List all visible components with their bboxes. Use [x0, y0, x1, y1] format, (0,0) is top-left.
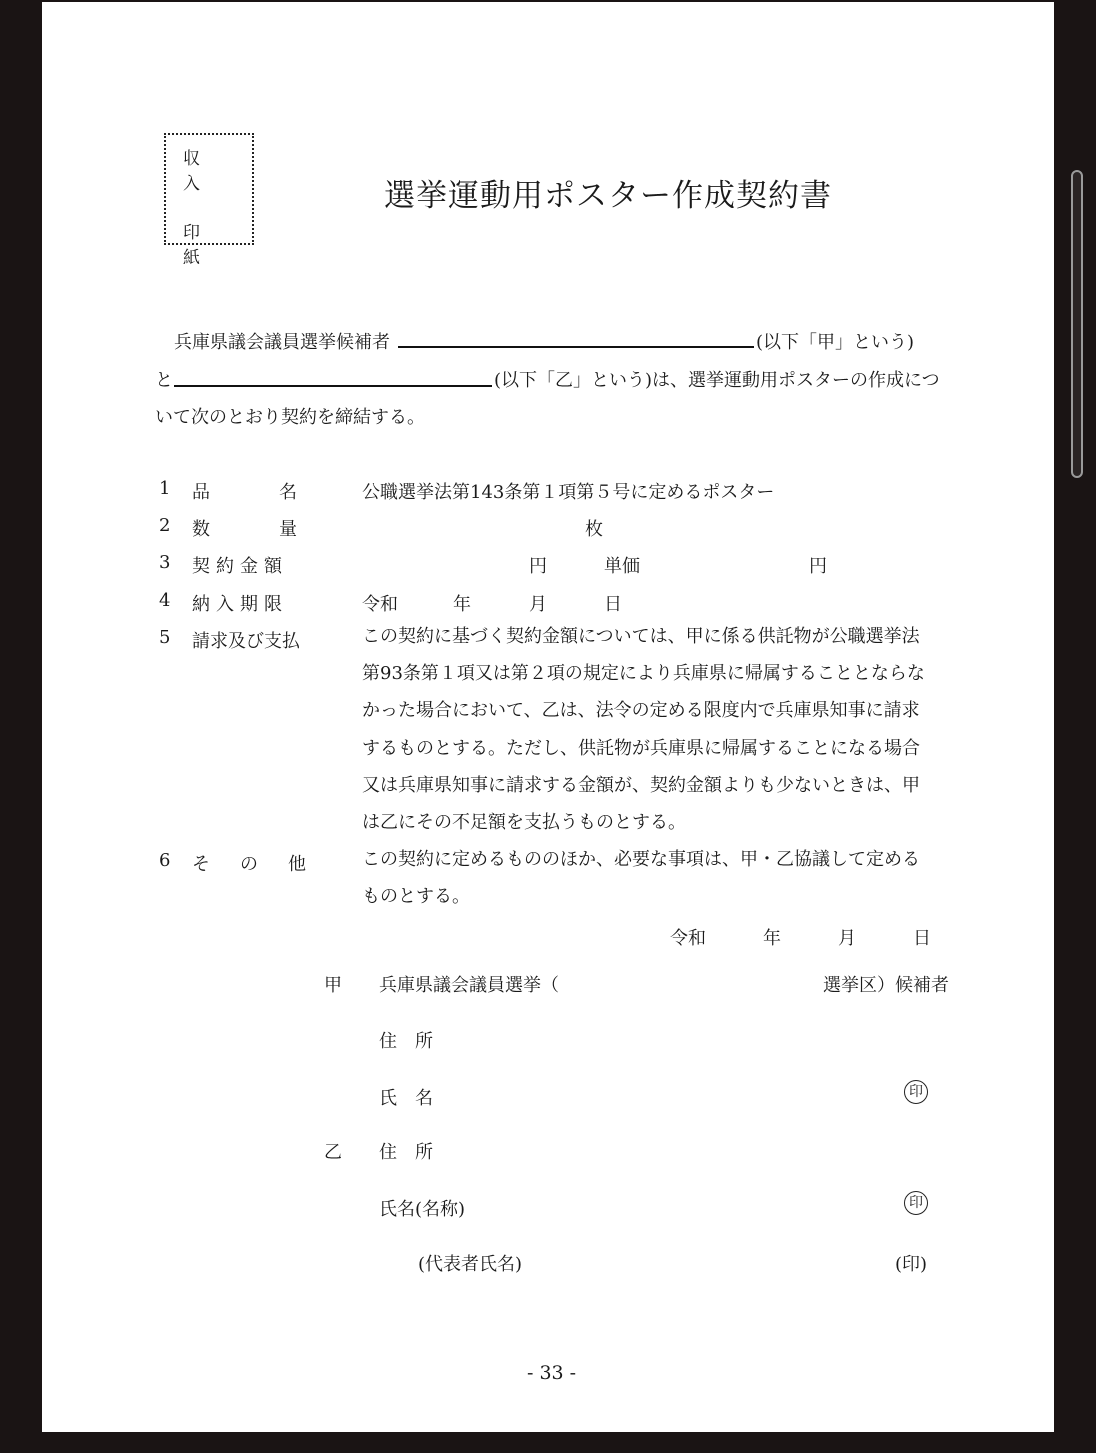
unit-price-label: 単価 — [604, 556, 640, 577]
item-label-billing: 請求及び支払 — [192, 631, 300, 652]
item-label-quantity: 数量 — [192, 519, 366, 540]
billing-line: 第93条第１項又は第２項の規定により兵庫県に帰属することとならな — [362, 663, 925, 685]
intro-line1-suffix: (以下「甲」という) — [756, 332, 915, 353]
item-number: 4 — [159, 590, 171, 611]
party-b-seal-mark: 印 — [904, 1191, 928, 1215]
billing-clause — [362, 618, 952, 841]
party-a-mark: 甲 — [324, 975, 342, 996]
page-number: - 33 - — [527, 1362, 577, 1384]
item-number: 2 — [159, 515, 171, 536]
party-a-election: 兵庫県議会議員選挙（ — [379, 975, 559, 996]
intro-line2-prefix: と — [155, 370, 173, 391]
vertical-scrollbar[interactable] — [1071, 170, 1083, 478]
party-b-name-label: 氏名(名称) — [379, 1199, 466, 1220]
item-number: 5 — [159, 627, 171, 648]
item-number: 3 — [159, 552, 171, 573]
other-line: この契約に定めるもののほか、必要な事項は、甲・乙協議して定める — [362, 849, 920, 870]
billing-line: この契約に基づく契約金額については、甲に係る供託物が公職選挙法 — [362, 626, 920, 647]
billing-line: するものとする。ただし、供託物が兵庫県に帰属することになる場合 — [362, 737, 920, 759]
intro-line1-prefix: 兵庫県議会議員選挙候補者 — [174, 332, 390, 353]
deadline-day: 日 — [604, 594, 622, 615]
contract-date-day: 日 — [913, 928, 931, 949]
item-number: 1 — [159, 478, 171, 499]
contractor-name-blank — [174, 385, 492, 387]
party-b-address-label: 住 所 — [379, 1142, 433, 1163]
item-label-deadline: 納入期限 — [192, 594, 288, 615]
candidate-name-blank — [398, 346, 754, 348]
intro-line2-suffix: (以下「乙」という)は、選挙運動用ポスターの作成につ — [494, 370, 940, 391]
other-clause — [362, 841, 952, 915]
amount-unit: 円 — [529, 556, 547, 577]
revenue-stamp-box — [164, 133, 254, 268]
party-a-address-label: 住 所 — [379, 1031, 433, 1052]
item-label-amount: 契約金額 — [192, 556, 288, 577]
party-a-seal-mark: 印 — [904, 1080, 928, 1104]
document-title: 選挙運動用ポスター作成契約書 — [384, 178, 832, 214]
party-a-district: 選挙区）候補者 — [823, 975, 949, 996]
deadline-month: 月 — [529, 594, 547, 615]
contract-date-month: 月 — [838, 928, 856, 949]
stamp-label-bottom: 印紙 — [183, 223, 218, 268]
deadline-year: 年 — [453, 594, 471, 615]
intro-line3: いて次のとおり契約を締結する。 — [155, 407, 425, 428]
billing-line: 又は兵庫県知事に請求する金額が、契約金額よりも少ないときは、甲 — [362, 774, 920, 796]
item-number: 6 — [159, 850, 171, 871]
item-label-name: 品名 — [192, 482, 366, 503]
other-line: ものとする。 — [362, 886, 470, 908]
party-b-representative-label: (代表者氏名) — [418, 1254, 523, 1275]
contract-date-era: 令和 — [670, 928, 706, 949]
deadline-era: 令和 — [362, 594, 398, 615]
item-value-name: 公職選挙法第143条第１項第５号に定めるポスター — [362, 482, 775, 503]
contract-date-year: 年 — [763, 928, 781, 949]
item-label-other: その他 — [192, 854, 336, 875]
quantity-unit: 枚 — [585, 519, 603, 540]
stamp-label-top: 収入 — [183, 149, 218, 194]
party-b-representative-seal: (印) — [895, 1254, 928, 1275]
billing-line: は乙にその不足額を支払うものとする。 — [362, 812, 686, 834]
billing-line: かった場合において、乙は、法令の定める限度内で兵庫県知事に請求 — [362, 700, 920, 722]
party-a-name-label: 氏 名 — [379, 1088, 433, 1109]
party-b-mark: 乙 — [324, 1142, 342, 1163]
unit-price-unit: 円 — [809, 556, 827, 577]
